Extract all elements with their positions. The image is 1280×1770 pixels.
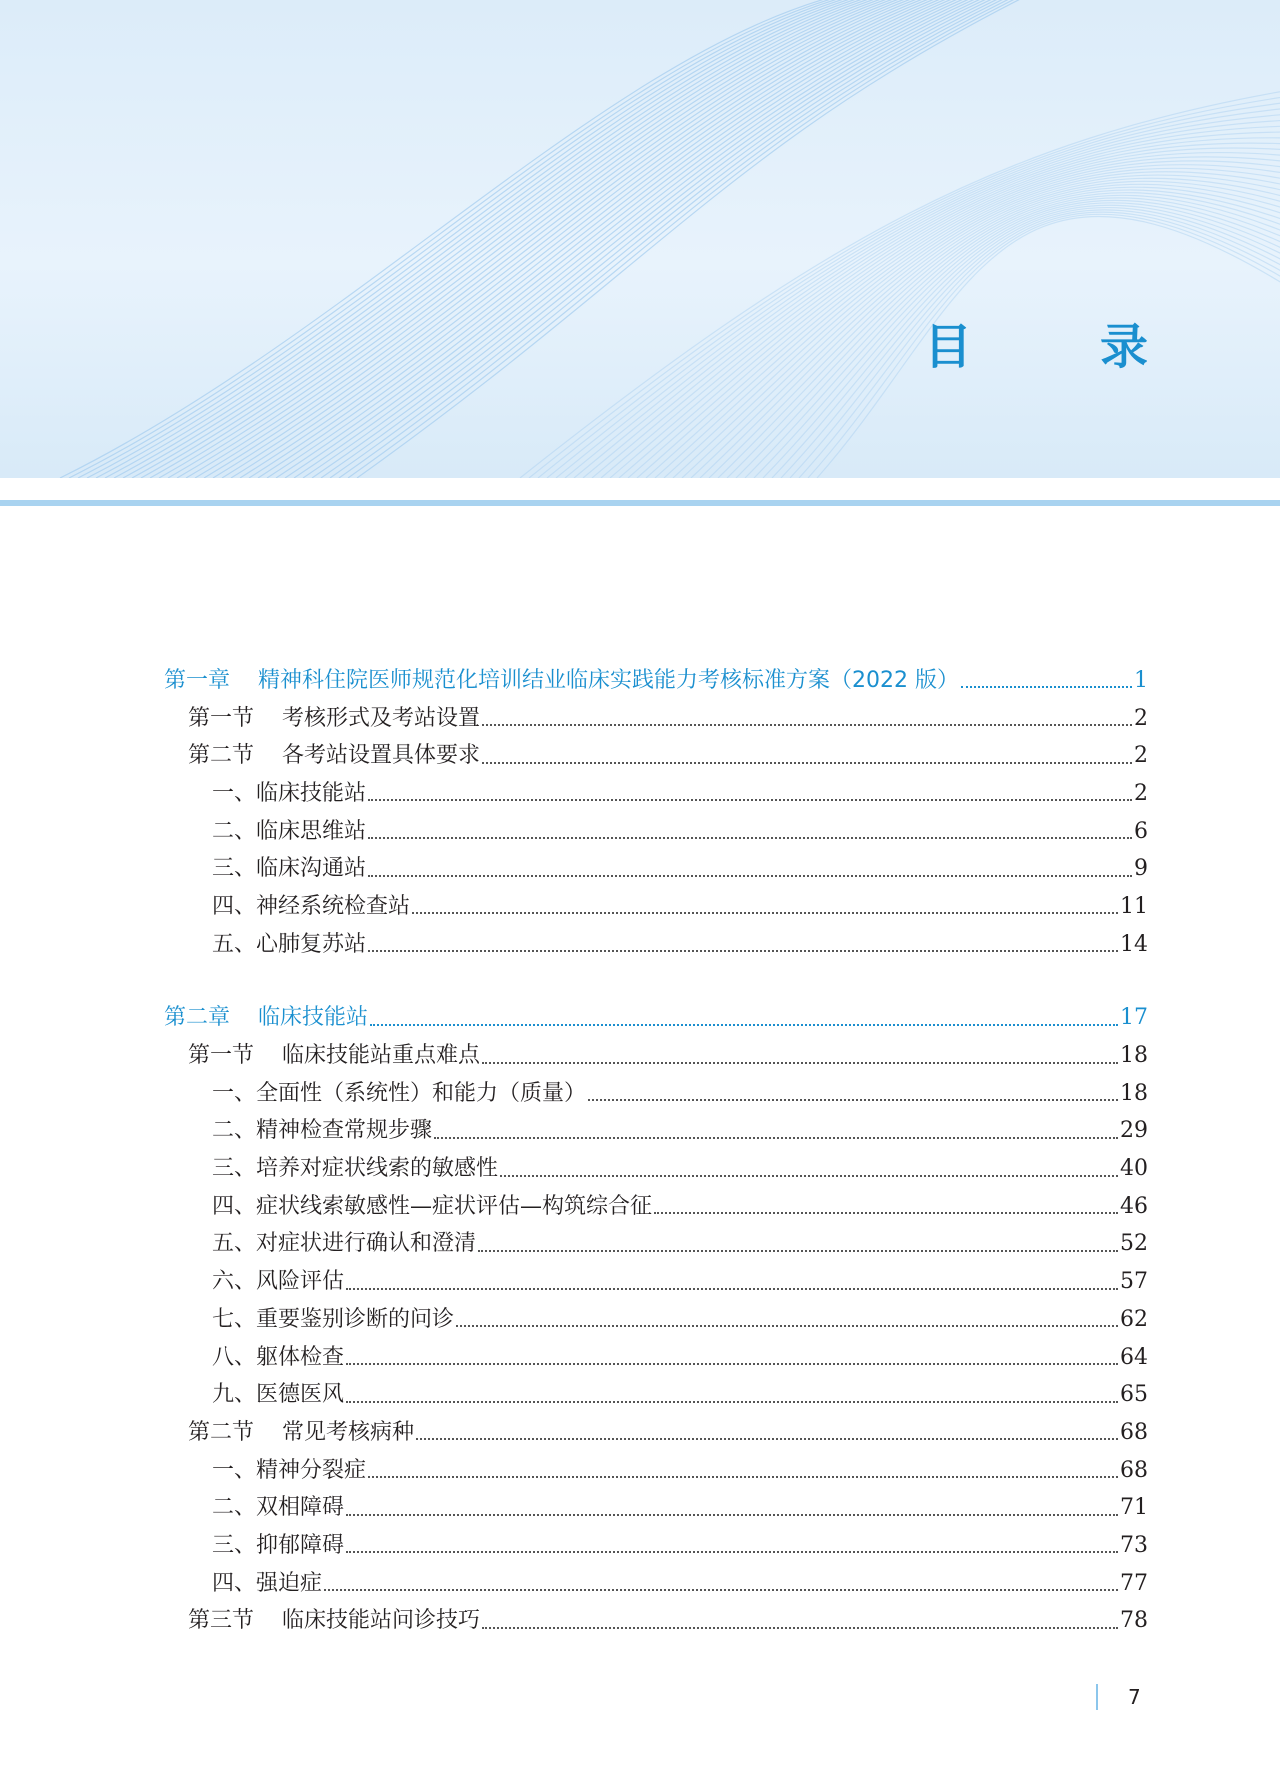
toc-chapter-label: [164, 667, 959, 693]
entry-page: 2: [1134, 705, 1148, 731]
toc-section-row[interactable]: [0, 700, 1148, 738]
dot-leader: [500, 1174, 1118, 1177]
folio-bar: [1096, 1684, 1098, 1710]
dot-leader: [482, 723, 1132, 726]
toc-section-row[interactable]: [0, 1414, 1148, 1452]
dot-leader: [961, 685, 1132, 688]
toc-entry-label: [212, 818, 367, 844]
toc-chapter-group: [0, 1000, 1280, 1641]
toc-entry-label: [212, 1271, 344, 1293]
section-number: 第一节: [188, 705, 255, 731]
dot-leader: [654, 1211, 1118, 1214]
item-title: 六、风险评估: [212, 1269, 345, 1295]
toc-item-row[interactable]: [0, 888, 1148, 926]
toc-item-row[interactable]: [0, 1489, 1148, 1527]
item-title: 九、医德医风: [212, 1382, 345, 1408]
toc-entry-label: [188, 1419, 415, 1445]
item-title: 一、临床技能站: [212, 780, 367, 806]
section-number: 第三节: [188, 1608, 255, 1634]
section-number: 第二节: [188, 743, 255, 769]
toc-section-row[interactable]: [0, 1037, 1148, 1075]
header-banner: [0, 0, 1280, 478]
entry-page: 64: [1120, 1344, 1148, 1370]
dot-leader: [434, 1136, 1118, 1139]
dot-leader: [346, 1400, 1118, 1403]
toc-entry-label: [212, 893, 411, 919]
toc-entry-label: [212, 1120, 432, 1142]
dot-leader: [588, 1098, 1118, 1101]
chapter-page: 17: [1120, 1005, 1148, 1031]
entry-page: 14: [1120, 931, 1148, 957]
toc-entry-label: [212, 858, 366, 880]
toc-chapter-row[interactable]: [0, 662, 1148, 700]
toc-entry-label: [188, 745, 480, 767]
toc-entry-label: [212, 1497, 344, 1519]
item-title: 一、精神分裂症: [212, 1457, 367, 1483]
section-title: 临床技能站重点难点: [282, 1043, 481, 1069]
section-title: 各考站设置具体要求: [282, 743, 481, 769]
item-title: 八、躯体检查: [212, 1344, 345, 1370]
item-title: 二、临床思维站: [212, 818, 367, 844]
toc-item-row[interactable]: [0, 1339, 1148, 1377]
item-title: 三、抑郁障碍: [212, 1532, 345, 1558]
item-title: 四、强迫症: [212, 1570, 323, 1596]
toc-entry-label: [212, 1532, 345, 1558]
entry-page: 71: [1120, 1495, 1148, 1521]
dot-leader: [346, 1287, 1118, 1290]
chapter-page: 1: [1134, 667, 1148, 693]
entry-page: 11: [1120, 893, 1148, 919]
entry-page: 9: [1134, 856, 1148, 882]
dot-leader: [368, 949, 1118, 952]
dot-leader: [324, 1588, 1118, 1591]
toc-item-row[interactable]: [0, 1226, 1148, 1264]
item-title: 五、对症状进行确认和澄清: [212, 1231, 477, 1257]
toc-item-row[interactable]: [0, 1452, 1148, 1490]
dot-leader: [482, 1061, 1118, 1064]
toc-item-row[interactable]: [0, 1527, 1148, 1565]
dot-leader: [368, 1475, 1118, 1478]
dot-leader: [368, 836, 1132, 839]
section-title: 常见考核病种: [282, 1419, 415, 1445]
toc-item-row[interactable]: [0, 926, 1148, 964]
chapter-number: 第一章: [164, 667, 231, 693]
entry-page: 46: [1120, 1193, 1148, 1219]
toc-entry-label: [212, 1344, 345, 1370]
toc-chapter-row[interactable]: [0, 1000, 1148, 1038]
toc-item-row[interactable]: [0, 1263, 1148, 1301]
toc-entry-label: [212, 1158, 498, 1180]
toc-chapter-label: [164, 1007, 368, 1029]
toc-section-row[interactable]: [0, 737, 1148, 775]
entry-page: 2: [1134, 780, 1148, 806]
toc-section-row[interactable]: [0, 1603, 1148, 1641]
toc-entry-label: [212, 780, 367, 806]
toc-entry-label: [212, 1457, 367, 1483]
item-title: 三、临床沟通站: [212, 856, 367, 882]
toc-item-row[interactable]: [0, 1376, 1148, 1414]
item-title: 五、心肺复苏站: [212, 931, 367, 957]
chapter-title: 精神科住院医师规范化培训结业临床实践能力考核标准方案（2022 版）: [258, 667, 959, 693]
toc-entry-label: [188, 705, 481, 731]
section-title: 考核形式及考站设置: [282, 705, 481, 731]
entry-page: 77: [1120, 1570, 1148, 1596]
dot-leader: [478, 1249, 1118, 1252]
toc-entry-label: [212, 1233, 476, 1255]
section-number: 第一节: [188, 1043, 255, 1069]
dot-leader: [456, 1324, 1118, 1327]
entry-page: 68: [1120, 1419, 1148, 1445]
toc-entry-label: [212, 1384, 344, 1406]
entry-page: 73: [1120, 1532, 1148, 1558]
section-title: 临床技能站问诊技巧: [282, 1608, 481, 1634]
entry-page: 78: [1120, 1608, 1148, 1634]
dot-leader: [412, 911, 1118, 914]
dot-leader: [482, 761, 1132, 764]
toc-entry-label: [212, 931, 367, 957]
entry-page: 40: [1120, 1156, 1148, 1182]
item-title: 一、全面性（系统性）和能力（质量）: [212, 1080, 587, 1106]
entry-page: 68: [1120, 1457, 1148, 1483]
dot-leader: [368, 798, 1132, 801]
toc-entry-label: [212, 1080, 587, 1106]
dot-leader: [416, 1437, 1118, 1440]
toc-item-row[interactable]: [0, 1565, 1148, 1603]
toc-item-row[interactable]: [0, 775, 1148, 813]
toc-entry-label: [188, 1045, 480, 1067]
page-number: 7: [1128, 1685, 1141, 1709]
item-title: 七、重要鉴别诊断的问诊: [212, 1306, 455, 1332]
chapter-title: 临床技能站: [258, 1005, 369, 1031]
toc-item-row[interactable]: [0, 813, 1148, 851]
entry-page: 18: [1120, 1043, 1148, 1069]
entry-page: 18: [1120, 1080, 1148, 1106]
dot-leader: [368, 874, 1132, 877]
item-title: 三、培养对症状线索的敏感性: [212, 1156, 499, 1182]
entry-page: 6: [1134, 818, 1148, 844]
table-of-contents: [0, 662, 1280, 1676]
item-title: 四、症状线索敏感性—症状评估—构筑综合征: [212, 1193, 653, 1219]
wave-pattern-decoration: [0, 0, 1280, 478]
dot-leader: [346, 1513, 1118, 1516]
dot-leader: [346, 1362, 1118, 1365]
page-title: 目 录: [923, 319, 1188, 375]
toc-item-row[interactable]: [0, 1188, 1148, 1226]
entry-page: 52: [1120, 1231, 1148, 1257]
dot-leader: [370, 1023, 1118, 1026]
toc-entry-label: [188, 1610, 480, 1632]
entry-page: 29: [1120, 1118, 1148, 1144]
toc-item-row[interactable]: [0, 850, 1148, 888]
header-divider: [0, 500, 1280, 506]
item-title: 二、精神检查常规步骤: [212, 1118, 433, 1144]
entry-page: 62: [1120, 1306, 1148, 1332]
toc-item-row[interactable]: [0, 1113, 1148, 1151]
section-number: 第二节: [188, 1419, 255, 1445]
header-divider-gap: [0, 478, 1280, 500]
entry-page: 57: [1120, 1269, 1148, 1295]
page-folio: [1096, 1684, 1141, 1710]
toc-item-row[interactable]: [0, 1075, 1148, 1113]
dot-leader: [346, 1550, 1118, 1553]
toc-entry-label: [212, 1570, 323, 1596]
toc-entry-label: [212, 1193, 653, 1219]
item-title: 二、双相障碍: [212, 1495, 345, 1521]
entry-page: 2: [1134, 743, 1148, 769]
chapter-number: 第二章: [164, 1005, 231, 1031]
toc-item-row[interactable]: [0, 1301, 1148, 1339]
dot-leader: [482, 1626, 1118, 1629]
item-title: 四、神经系统检查站: [212, 893, 411, 919]
entry-page: 65: [1120, 1382, 1148, 1408]
toc-entry-label: [212, 1306, 455, 1332]
toc-chapter-group: [0, 662, 1280, 964]
toc-item-row[interactable]: [0, 1150, 1148, 1188]
